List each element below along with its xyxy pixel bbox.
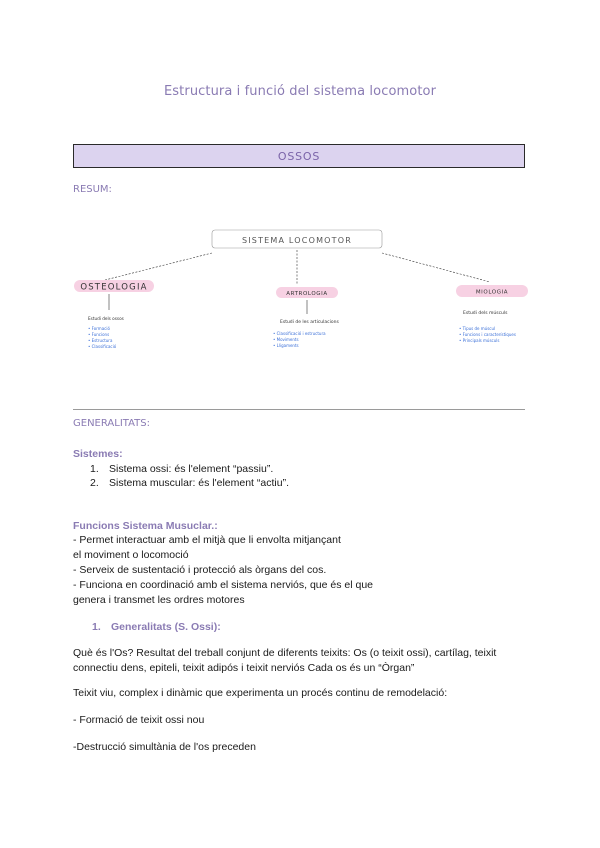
connector-left [105, 253, 212, 280]
ossi-list-line: -Destrucció simultània de l'os preceden [73, 741, 256, 753]
ossi-paragraph-line: Què és l'Os? Resultat del treball conjunt de diferents teixits: Os (o teixit ossi), cartílag, teixit [73, 647, 497, 659]
osteologia-item: • Formació [88, 326, 110, 331]
branch-miologia-label: MIOLOGIA [475, 289, 509, 296]
list-number: 1. [90, 463, 99, 475]
list-text: Sistema ossi: és l'element “passiu”. [109, 463, 274, 475]
osteologia-item: • Classificació [88, 344, 117, 349]
banner-label: OSSOS [277, 149, 321, 163]
branch-artrologia-sub: Estudi de les articulacions [280, 320, 339, 325]
ossi-list-line: - Formació de teixit ossi nou [73, 714, 205, 726]
mindmap-center-label: SISTEMA LOCOMOTOR [241, 236, 353, 245]
miologia-item: • Tipus de múscul [459, 326, 496, 331]
funcions-line: el moviment o locomoció [73, 549, 189, 561]
funcions-line: genera i transmet les ordres motores [73, 594, 245, 606]
funcions-line: - Funciona en coordinació amb el sistema nerviós, que és el que [73, 579, 373, 591]
section-banner [73, 144, 525, 168]
document-title: Estructura i funció del sistema locomotor [163, 84, 437, 99]
branch-osteologia-sub: Estudi dels ossos [88, 316, 124, 321]
artrologia-item: • Classificació i estructura [273, 331, 326, 336]
branch-osteologia-label: OSTEOLOGIA [80, 282, 148, 293]
miologia-item: • Principals músculs [459, 338, 500, 343]
mindmap [60, 220, 540, 370]
connector-right [382, 253, 490, 282]
list-text: Sistema muscular: és l'element “actiu”. [109, 477, 289, 489]
artrologia-item: • Lligaments [273, 343, 299, 348]
branch-miologia-sub: Estudi dels músculs [463, 311, 508, 316]
funcions-line: - Permet interactuar amb el mitjà que li envolta mitjançant [73, 534, 341, 546]
osteologia-item: • Estructura [88, 338, 113, 343]
artrologia-item: • Moviments [273, 337, 299, 342]
sistemes-heading: Sistemes: [73, 448, 123, 460]
osteologia-item: • Funcions [88, 332, 110, 337]
resum-label: RESUM: [73, 184, 112, 195]
ossi-paragraph-line: connectiu dens, epiteli, teixit adipós i teixit nerviós Cada os és un “Òrgan” [73, 662, 415, 674]
list-number: 2. [90, 477, 99, 489]
funcions-line: - Serveix de sustentació i protecció als òrgans del cos. [73, 564, 327, 576]
funcions-heading: Funcions Sistema Musuclar.: [73, 520, 218, 532]
sistemes-item [90, 463, 273, 475]
sistemes-item [90, 477, 289, 489]
ossi-heading-text: Generalitats (S. Ossi): [111, 621, 221, 633]
branch-artrologia-label: ARTROLOGIA [286, 291, 328, 297]
ossi-heading [92, 621, 221, 633]
divider [73, 409, 525, 410]
generalitats-label: GENERALITATS: [73, 418, 150, 429]
ossi-heading-number: 1. [92, 621, 101, 633]
miologia-item: • Funcions i característiques [459, 332, 516, 337]
ossi-paragraph-line: Teixit viu, complex i dinàmic que experimenta un procés continu de remodelació: [73, 687, 448, 699]
